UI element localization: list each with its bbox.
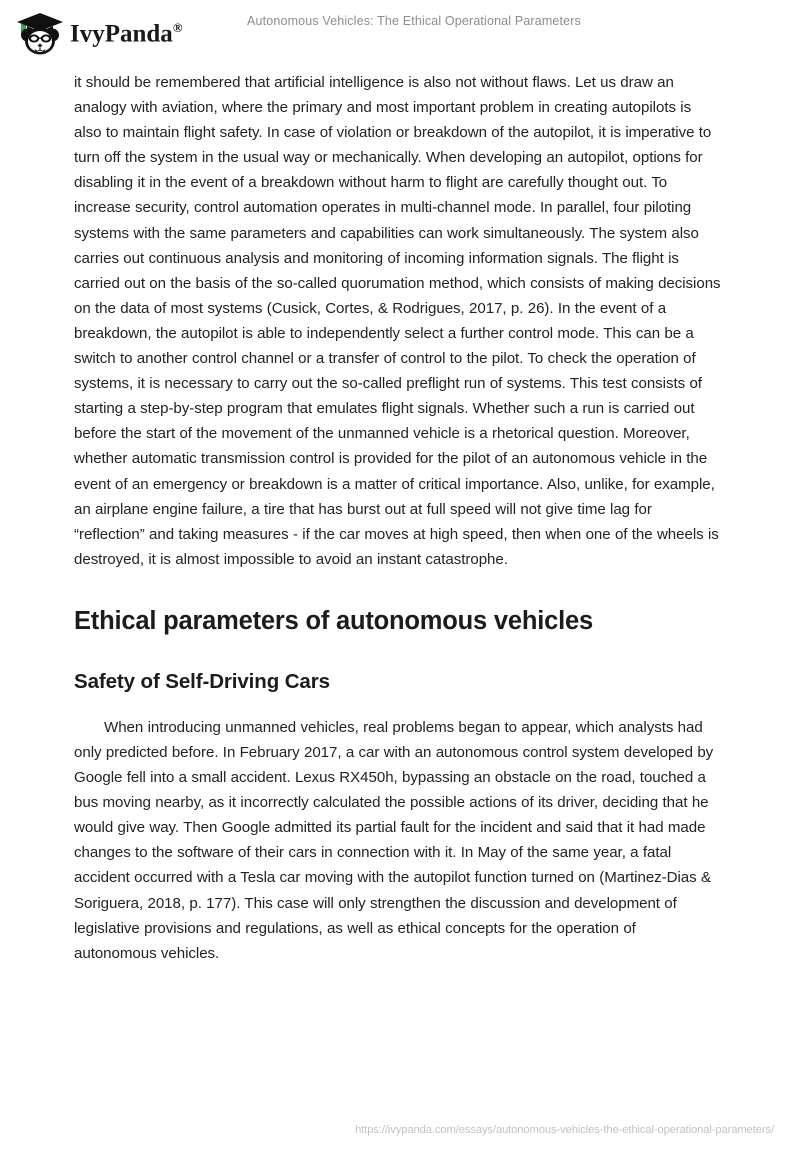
- document-title-header: Autonomous Vehicles: The Ethical Operational Parameters: [247, 14, 581, 28]
- paragraph-safety-body: When introducing unmanned vehicles, real problems began to appear, which analysts had only predicted before. In February 2017, a car with an autonomous control system developed by Google fell into a small accident. Lexus RX450h, bypassing an obstacle on the road, touched a bus moving nearby, as it incorrectly calculated the possible actions of its driver, deciding that he would give way. Then Google admitted its partial fault for the incident and said that it had made changes to the software of their cars in connection with it. In May of the same year, a fatal accident occurred with a Tesla car moving with the autopilot function turned on (Martinez-Dias & Soriguera, 2018, p. 177). This case will only strengthen the discussion and development of legislative provisions and regulations, as well as ethical concepts for the operation of autonomous vehicles.: [74, 718, 714, 962]
- page-header: [0, 0, 800, 62]
- section-heading-ethical-parameters: Ethical parameters of autonomous vehicles: [74, 606, 593, 635]
- registered-mark: ®: [172, 20, 183, 36]
- document-content: [74, 70, 722, 966]
- brand-name-text: IvyPanda: [70, 20, 173, 48]
- source-url-link[interactable]: https://ivypanda.com/essays/autonomous-vehicles-the-ethical-operational-parameters/: [355, 1124, 774, 1136]
- heading-spacer: [74, 695, 722, 715]
- subsection-heading-safety: Safety of Self-Driving Cars: [74, 669, 330, 693]
- paragraph-continued: it should be remembered that artificial intelligence is also not without flaws. Let us draw an analogy with aviation, where the primary and most important problem in creating autopilots is also to maintain flight safety. In case of violation or breakdown of the autopilot, it is imperative to turn off the system in the usual way or mechanically. When developing an autopilot, options for disabling it in the event of a breakdown without harm to flight are carefully thought out. To increase security, control automation operates in multi-channel mode. In parallel, four piloting systems with the same parameters and capabilities can work simultaneously. The system also carries out continuous analysis and monitoring of incoming information signals. The flight is carried out on the basis of the so-called quorumation method, which consists of making decisions on the data of most systems (Cusick, Cortes, & Rodrigues, 2017, p. 26). In the event of a breakdown, the autopilot is able to independently select a further control mode. This can be a switch to another control channel or a transfer of control to the pilot. To check the operation of systems, it is necessary to carry out the so-called preflight run of systems. This test consists of starting a step-by-step program that emulates flight signals. Whether such a run is carried out before the start of the movement of the unmanned vehicle is a rhetorical question. Moreover, whether automatic transmission control is provided for the pilot of an autonomous vehicle in the event of an emergency or breakdown is a matter of critical importance. Also, unlike, for example, an airplane engine failure, a tire that has burst out at full speed will not give time lag for “reflection” and taking measures - if the car moves at high speed, then when one of the wheels is destroyed, it is almost impossible to avoid an instant catastrophe.: [74, 74, 721, 568]
- page-footer: [0, 1120, 800, 1138]
